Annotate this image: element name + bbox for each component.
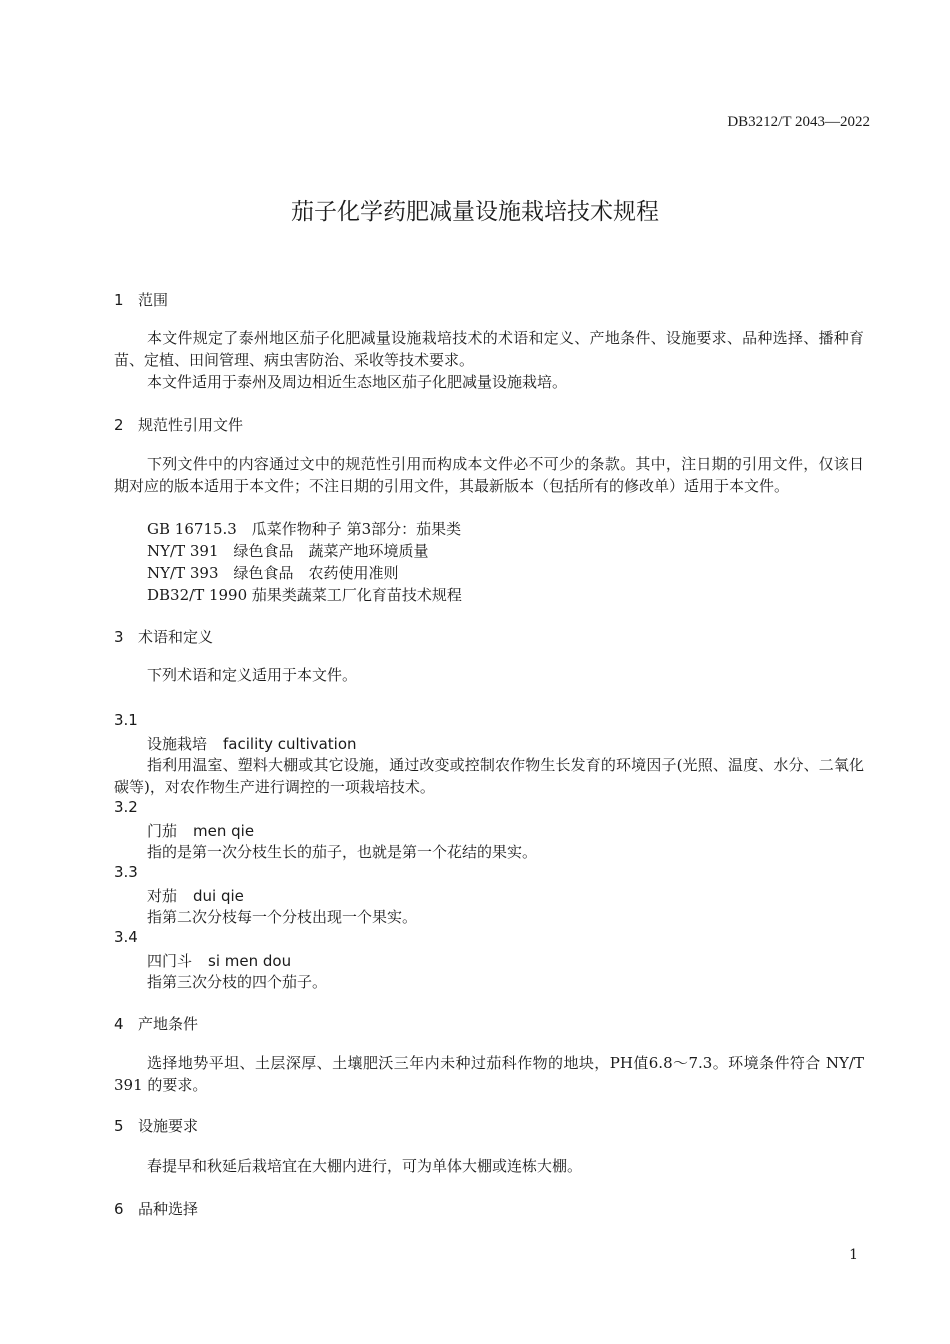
term-number: 3.4 [114,928,138,946]
section-title: 术语和定义 [138,628,214,646]
section-title: 产地条件 [138,1015,199,1033]
term-english: facility cultivation [223,735,357,753]
section-number: 4 [114,1015,124,1033]
term-definition: 指利用温室、塑料大棚或其它设施，通过改变或控制农作物生长发育的环境因子(光照、温度、水分、二氧化碳等)，对农作物生产进行调控的一项栽培技术。 [114,756,864,796]
section-1-paragraph-2: 本文件适用于泰州及周边相近生态地区茄子化肥减量设施栽培。 [147,373,568,391]
section-number: 5 [114,1117,124,1135]
term-number: 3.1 [114,711,138,729]
section-1-heading [114,289,168,310]
term-chinese: 门茄 [147,822,178,840]
section-number: 3 [114,628,124,646]
section-title: 品种选择 [138,1200,199,1218]
section-4-paragraph-1: 选择地势平坦、土层深厚、土壤肥沃三年内未种过茄科作物的地块，PH值6.8～7.3。环境条件符合 NY/T 391 的要求。 [114,1054,864,1094]
term-number: 3.2 [114,798,138,816]
section-title: 范围 [138,291,169,309]
term-number: 3.3 [114,863,138,881]
section-1-paragraph-1: 本文件规定了泰州地区茄子化肥减量设施栽培技术的术语和定义、产地条件、设施要求、品种选择、播种育苗、定植、田间管理、病虫害防治、采收等技术要求。 [114,329,864,369]
section-5-paragraph-1: 春提早和秋延后栽培宜在大棚内进行，可为单体大棚或连栋大棚。 [147,1157,583,1175]
term-english: dui qie [193,887,244,905]
section-number: 2 [114,416,124,434]
section-2-heading [114,414,243,435]
term-chinese: 四门斗 [147,952,193,970]
term-definition: 指第二次分枝每一个分枝出现一个果实。 [147,908,418,926]
section-number: 6 [114,1200,124,1218]
section-5-heading [114,1115,198,1136]
section-4-heading [114,1013,198,1034]
reference-item: NY/T 393 绿色食品 农药使用准则 [147,564,399,582]
term-english: men qie [193,822,255,840]
section-number: 1 [114,291,124,309]
section-2-paragraph-1: 下列文件中的内容通过文中的规范性引用而构成本文件必不可少的条款。其中，注日期的引用文件，仅该日期对应的版本适用于本文件；不注日期的引用文件，其最新版本（包括所有的修改单）适用于本文件。 [114,455,864,495]
document-code: DB3212/T 2043—2022 [727,114,870,130]
section-3-paragraph-1: 下列术语和定义适用于本文件。 [147,666,358,684]
reference-item: NY/T 391 绿色食品 蔬菜产地环境质量 [147,542,429,560]
reference-item: DB32/T 1990 茄果类蔬菜工厂化育苗技术规程 [147,586,462,604]
section-6-heading [114,1198,198,1219]
term-chinese: 设施栽培 [147,735,208,753]
section-3-heading [114,626,213,647]
term-definition: 指的是第一次分枝生长的茄子，也就是第一个花结的果实。 [147,843,538,861]
term-heading [147,820,254,841]
document-title: 茄子化学药肥减量设施栽培技术规程 [291,199,659,225]
term-heading [147,885,244,906]
reference-item: GB 16715.3 瓜菜作物种子 第3部分：茄果类 [147,520,462,538]
term-heading [147,733,357,754]
term-definition: 指第三次分枝的四个茄子。 [147,973,328,991]
term-heading [147,950,291,971]
term-english: si men dou [208,952,292,970]
term-chinese: 对茄 [147,887,178,905]
page-number: 1 [849,1247,858,1263]
section-title: 设施要求 [138,1117,199,1135]
section-title: 规范性引用文件 [138,416,244,434]
